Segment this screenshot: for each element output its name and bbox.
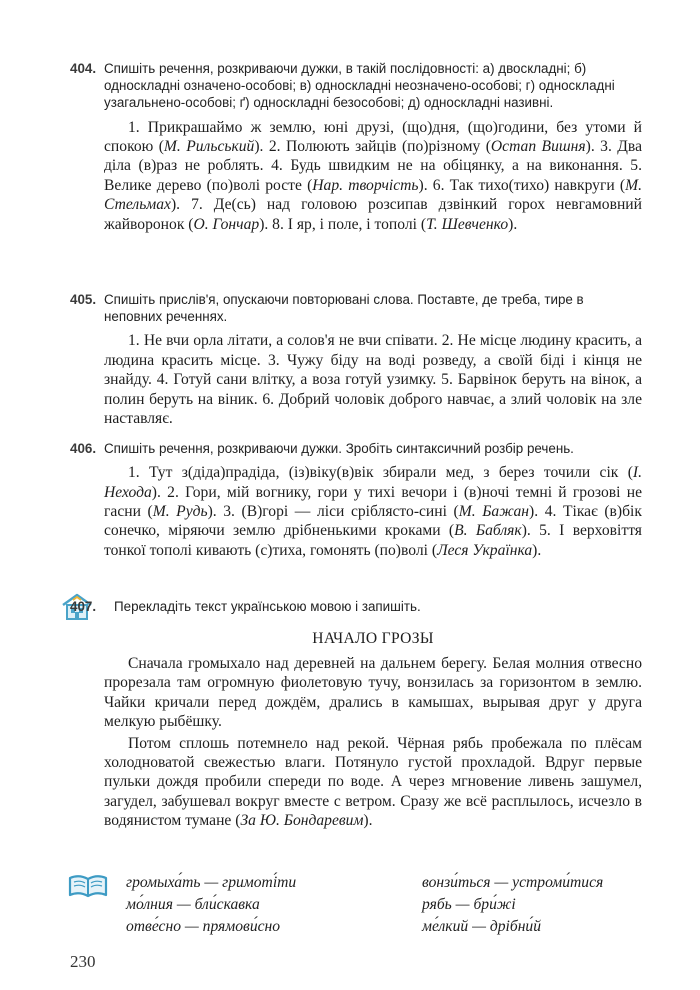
paragraph-1: Сначала громыхало над деревней на дальнем берегу. Белая молния отвесно прорезала там огромную фиолетовую тучу, вонзилась за горизонтом в землю. Чайки кричали перед дождём, дрались в камышах, вырывая друг у друга мелкую рыбёшку. <box>104 655 642 731</box>
text-run: ). 3. Два діла (в)раз не роблять. 4. Будь швидким не на обіцянку, а на виконання. 5. Велике дерево (по)волі росте ( <box>104 138 642 194</box>
vocab-item: рябь — бри́жі <box>422 896 516 913</box>
text-run: ). 2. Полюють зайців (по)різному ( <box>254 138 491 156</box>
open-book-icon <box>67 873 109 904</box>
exercise-number: 407. <box>70 599 97 614</box>
text-run: ). 2. Гори, мій вогнику, гори у тихі вечори і (в)ночі темні й грозові не гасни ( <box>104 483 642 521</box>
page-number: 230 <box>70 952 96 971</box>
task-text: Спишіть прислів'я, опускаючи повторювані слова. Поставте, де треба, тире в неповних реченнях. <box>104 292 584 325</box>
author: Леся Українка <box>437 541 533 559</box>
exercise-405-text: 1. Не вчи орла літати, а солов'я не вчи співати. 2. Не місце людину красить, а людина красить місце. 3. Чужу біду на воді розведу, а своїй біді і кінця не знайду. 4. Готуй сани влітку, а воза готуй узимку. 5. Барвінок беруть на вінок, а полин беруть на віник. 6. Добрий чоловік доброго навчає, а злий чоловік на зле наставляє. <box>104 332 642 428</box>
text-title: НАЧАЛО ГРОЗЫ <box>312 630 434 647</box>
vocab-item: отве́сно — прямови́сно <box>126 918 281 935</box>
exercise-number: 405. <box>70 292 97 307</box>
vocab-item: ме́лкий — дрібни́й <box>422 918 542 935</box>
author: М. Рудь <box>152 503 208 521</box>
vocab-item: вонзи́ться — устроми́тися <box>422 874 604 891</box>
task-text: Перекладіть текст українською мовою і запишіть. <box>114 599 421 614</box>
exercise-number: 406. <box>70 441 97 456</box>
exercise-404-text <box>104 118 642 234</box>
text-run: Потом сплошь потемнело над рекой. Чёрная рябь пробежала по плёсам холодноватой свежестью влаги. Потянуло густой прохладой. Вдруг первые пульки дождя пробили спереди по воде. А через мгновение ливень зашумел, загудел, забушевал вокруг вместе с ветром. Сразу же всё расплылось, исчезло в водянистом тумане ( <box>104 734 642 830</box>
author: Остап Вишня <box>490 138 586 156</box>
paragraph-2 <box>104 734 642 831</box>
vocab-item: громыха́ть — гримоті́ти <box>126 874 297 891</box>
exercise-407 <box>70 598 642 615</box>
text-run: 1. Прикрашаймо ж землю, юні друзі, (що)дня, (що)години, без утоми й спокою ( <box>104 118 642 156</box>
exercise-406-task <box>70 440 642 457</box>
task-text: Спишіть речення, розкриваючи дужки, в такій послідовності: а) двоскладні; б) односкладні означено-особові; в) односкладні неозначено-особові; г) односкладні узагальнено-особові; ґ) односкладні безособові; д) односкладні називні. <box>104 61 615 111</box>
exercise-406 <box>70 440 642 560</box>
text-run: ). 7. Де(сь) над головою розсипав дзвінкий горох невгамовний жайворонок ( <box>104 196 642 233</box>
exercise-number: 404. <box>70 61 97 76</box>
exercise-407-task <box>70 598 642 615</box>
author: О. Гончар <box>193 215 260 233</box>
text-run: ). <box>508 215 518 233</box>
exercise-405-task <box>70 291 642 325</box>
task-text: Спишіть речення, розкриваючи дужки. Зробіть синтаксичний розбір речень. <box>104 441 574 456</box>
author: М. Бажан <box>458 503 530 521</box>
exercise-404-task <box>70 60 642 112</box>
author: Т. Шевченко <box>426 215 509 233</box>
exercise-405 <box>70 291 642 428</box>
author: В. Бабляк <box>454 522 522 540</box>
vocab-item: мо́лния — бли́скавка <box>126 896 260 913</box>
text-run: ). <box>363 812 373 830</box>
exercise-406-text <box>104 463 642 560</box>
author: І. Нехода <box>104 464 642 501</box>
text-run: ). 6. Так тихо(тихо) навкруги ( <box>418 176 626 194</box>
text-run: ). 3. (В)горі — ліси сріблясто-сині ( <box>207 503 459 521</box>
author: За Ю. Бондаревим <box>240 812 364 830</box>
author: М. Стельмах <box>104 176 642 214</box>
exercise-404 <box>70 60 642 234</box>
author: Нар. творчість <box>312 176 419 194</box>
translation-text <box>104 630 642 831</box>
text-run: ). 4. Тікає (в)бік сонечко, міряючи землю дрібненькими кроками ( <box>104 503 642 540</box>
text-run: ). 5. І верховіття тонкої тополі кивають (с)тиха, гомонять (по)волі ( <box>104 522 642 559</box>
author: М. Рильський <box>163 138 255 156</box>
text-run: ). 8. І яр, і поле, і тополі ( <box>259 215 427 233</box>
vocabulary-list <box>126 873 662 937</box>
text-run: ). <box>532 541 542 559</box>
text-run: 1. Тут з(діда)прадіда, (із)віку(в)вік збирали мед, з берез точили сік ( <box>128 464 633 482</box>
